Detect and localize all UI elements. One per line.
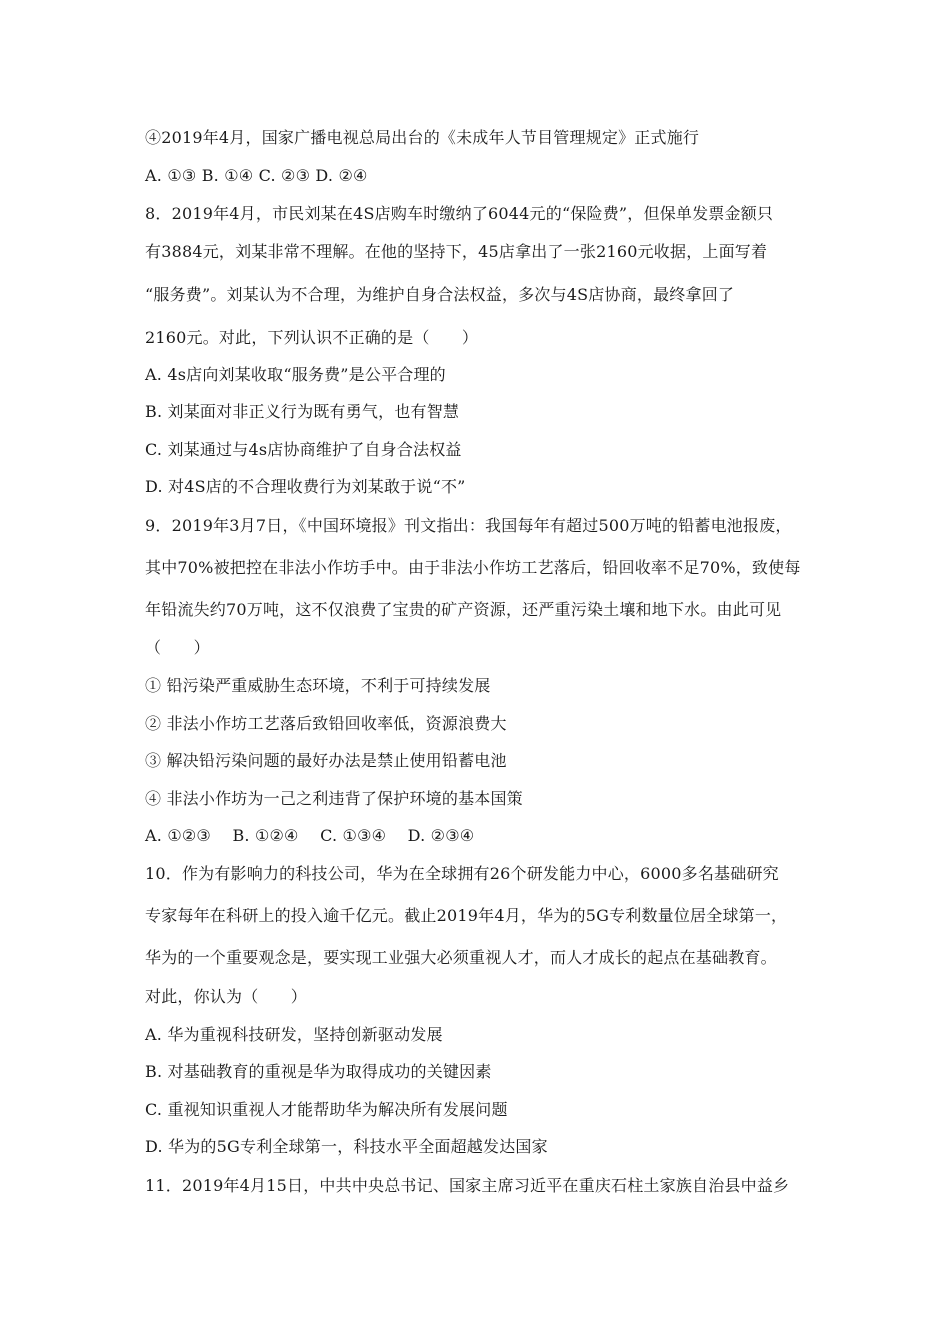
- q9-stem-line-3: 年铅流失约70万吨，这不仅浪费了宝贵的矿产资源，还严重污染土壤和地下水。由此可见: [145, 600, 782, 619]
- q9-stem-line-2: 其中70%被把控在非法小作坊手中。由于非法小作坊工艺落后，铅回收率不足70%，致使每: [145, 558, 801, 577]
- q8-option-d: D. 对4S店的不合理收费行为刘某敢于说“不”: [145, 477, 466, 496]
- q10-stem-line-4: 对此，你认为（ ）: [145, 987, 308, 1006]
- q8-stem-line-2: 有3884元，刘某非常不理解。在他的坚持下，45店拿出了一张2160元收据，上面写着: [145, 242, 768, 261]
- q8-stem-line-4: 2160元。对此，下列认识不正确的是（ ）: [145, 328, 479, 347]
- q9-answer-choices: A. ①②③ B. ①②④ C. ①③④ D. ②③④: [145, 826, 475, 845]
- q9-statement-3: ③ 解决铅污染问题的最好办法是禁止使用铅蓄电池: [145, 751, 507, 770]
- q11-stem-line-1: 11．2019年4月15日，中共中央总书记、国家主席习近平在重庆石柱土家族自治县中益乡: [145, 1176, 790, 1195]
- q9-stem-line-1: 9．2019年3月7日，《中国环境报》刊文指出：我国每年有超过500万吨的铅蓄电池报废，: [145, 516, 792, 535]
- q8-stem-line-1: 8．2019年4月，市民刘某在4S店购车时缴纳了6044元的“保险费”，但保单发票金额只: [145, 204, 774, 223]
- q7-answer-choices: A. ①③ B. ①④ C. ②③ D. ②④: [145, 166, 368, 185]
- q7-option-4: ④2019年4月，国家广播电视总局出台的《未成年人节目管理规定》正式施行: [145, 128, 700, 147]
- q10-stem-line-1: 10．作为有影响力的科技公司，华为在全球拥有26个研发能力中心，6000多名基础研究: [145, 864, 779, 883]
- q10-stem-line-3: 华为的一个重要观念是，要实现工业强大必须重视人才，而人才成长的起点在基础教育。: [145, 948, 777, 967]
- q8-stem-line-3: “服务费”。刘某认为不合理，为维护自身合法权益，多次与4S店协商，最终拿回了: [145, 285, 735, 304]
- q8-option-c: C. 刘某通过与4s店协商维护了自身合法权益: [145, 440, 462, 459]
- q10-option-c: C. 重视知识重视人才能帮助华为解决所有发展问题: [145, 1100, 508, 1119]
- q9-statement-1: ① 铅污染严重威胁生态环境，不利于可持续发展: [145, 676, 491, 695]
- q9-statement-4: ④ 非法小作坊为一己之利违背了保护环境的基本国策: [145, 789, 523, 808]
- q10-option-d: D. 华为的5G专利全球第一，科技水平全面超越发达国家: [145, 1137, 548, 1156]
- q8-option-a: A. 4s店向刘某收取“服务费”是公平合理的: [145, 365, 446, 384]
- q8-option-b: B. 刘某面对非正义行为既有勇气，也有智慧: [145, 402, 460, 421]
- q10-option-b: B. 对基础教育的重视是华为取得成功的关键因素: [145, 1062, 492, 1081]
- q9-statement-2: ② 非法小作坊工艺落后致铅回收率低，资源浪费大: [145, 714, 507, 733]
- q9-answer-bracket: （ ）: [145, 638, 210, 657]
- q10-option-a: A. 华为重视科技研发，坚持创新驱动发展: [145, 1025, 443, 1044]
- q10-stem-line-2: 专家每年在科研上的投入逾千亿元。截止2019年4月，华为的5G专利数量位居全球第一，: [145, 906, 788, 925]
